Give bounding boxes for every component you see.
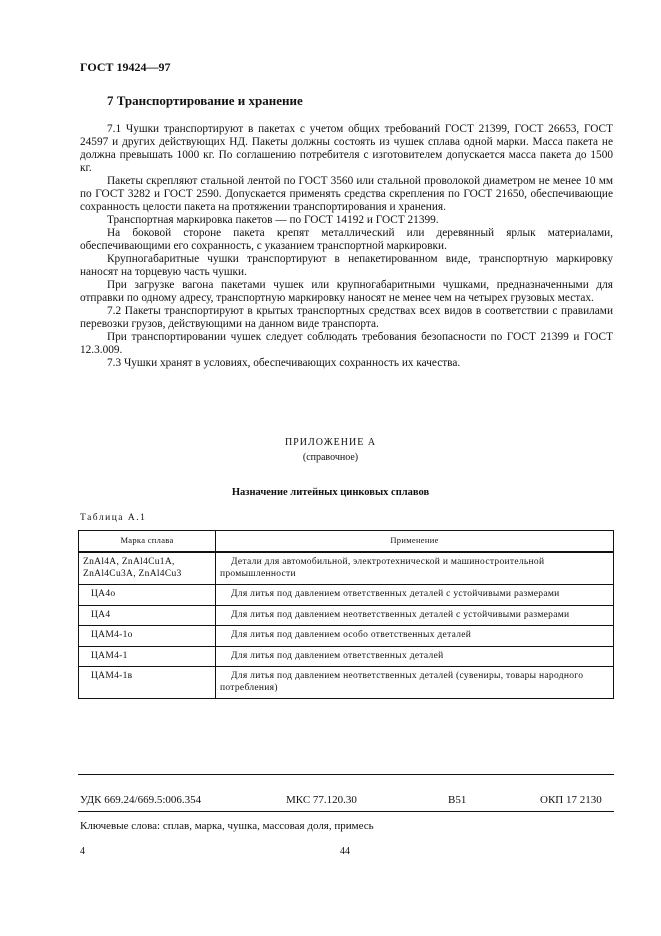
alloy-grade: ЦА4о xyxy=(79,585,216,606)
keywords: Ключевые слова: сплав, марка, чушка, массовая доля, примесь xyxy=(80,820,374,832)
paragraph: 7.1 Чушки транспортируют в пакетах с учетом общих требований ГОСТ 21399, ГОСТ 26653, ГОСТ 24597 и других действующих НД. Пакеты должны состоять из чушек сплава одной марки. Масса пакета не должна превышать 1000 кг. По соглашению потребителя с изготовителем допускается масса пакета до 1500 кг. xyxy=(80,123,613,174)
table-row xyxy=(79,626,614,647)
table-row xyxy=(79,585,614,606)
alloy-application: Для литья под давлением особо ответственных деталей xyxy=(216,626,614,647)
paragraph: При загрузке вагона пакетами чушек или крупногабаритными чушками, предназначенными для отправки по одному адресу, транспортную маркировку наносят не менее чем на четырех грузовых местах. xyxy=(80,279,613,304)
alloy-application: Для литья под давлением неответственных деталей (сувениры, товары народного потребления) xyxy=(216,667,614,699)
footer-divider xyxy=(78,811,614,812)
table-caption: Таблица А.1 xyxy=(80,513,147,523)
paragraph: При транспортировании чушек следует соблюдать требования безопасности по ГОСТ 21399 и ГОСТ 12.3.009. xyxy=(80,331,613,356)
table-row xyxy=(79,646,614,667)
column-header: Марка сплава xyxy=(79,531,216,553)
okp-code: ОКП 17 2130 xyxy=(540,794,602,806)
section-title: 7 Транспортирование и хранение xyxy=(107,93,303,108)
section-body xyxy=(80,123,613,370)
table-row xyxy=(79,552,614,585)
alloy-grade: ЦА4 xyxy=(79,605,216,626)
alloy-table xyxy=(78,530,614,699)
appendix-type: (справочное) xyxy=(302,452,359,463)
group-code: В51 xyxy=(448,794,467,806)
sheet-number: 44 xyxy=(340,846,350,857)
alloy-grade: ЦАМ4-1 xyxy=(79,646,216,667)
column-header: Применение xyxy=(216,531,614,553)
paragraph: На боковой стороне пакета крепят металлический или деревянный ярлык материалами, обеспечивающими его сохранность, с указанием транспортной маркировки. xyxy=(80,227,613,252)
page-number: 4 xyxy=(80,846,85,857)
alloy-grade: ZnAl4A, ZnAl4Cu1A, ZnAl4Cu3A, ZnAl4Cu3 xyxy=(79,552,216,585)
footer-divider xyxy=(78,774,614,775)
table-row xyxy=(79,667,614,699)
paragraph: 7.2 Пакеты транспортируют в крытых транспортных средствах всех видов в соответствии с правилами перевозки грузов, действующими на данном виде транспорта. xyxy=(80,305,613,330)
paragraph: Крупногабаритные чушки транспортируют в непакетированном виде, транспортную маркировку наносят на торцевую часть чушки. xyxy=(80,253,613,278)
table-row xyxy=(79,605,614,626)
appendix-label: ПРИЛОЖЕНИЕ А xyxy=(284,437,377,448)
alloy-grade: ЦАМ4-1в xyxy=(79,667,216,699)
udk-code: УДК 669.24/669.5:006.354 xyxy=(80,794,202,806)
alloy-grade: ЦАМ4-1о xyxy=(79,626,216,647)
mks-code: МКС 77.120.30 xyxy=(286,794,357,806)
paragraph: 7.3 Чушки хранят в условиях, обеспечивающих сохранность их качества. xyxy=(107,357,461,369)
alloy-application: Для литья под давлением ответственных деталей xyxy=(216,646,614,667)
paragraph: Транспортная маркировка пакетов — по ГОСТ 14192 и ГОСТ 21399. xyxy=(107,214,439,226)
paragraph: Пакеты скрепляют стальной лентой по ГОСТ 3560 или стальной проволокой диаметром не менее 10 мм по ГОСТ 3282 и ГОСТ 2590. Допускается применять средства скрепления по ГОСТ 21650, обеспечивающие сохранность целости пакета на протяжении транспортирования и хранения. xyxy=(80,175,613,213)
document-id: ГОСТ 19424—97 xyxy=(80,60,171,74)
alloy-application: Детали для автомобильной, электротехнической и машиностроительной промышленности xyxy=(216,552,614,585)
table-header-row xyxy=(79,531,614,553)
alloy-application: Для литья под давлением ответственных деталей с устойчивыми размерами xyxy=(216,585,614,606)
appendix-title: Назначение литейных цинковых сплавов xyxy=(231,487,430,498)
alloy-application: Для литья под давлением неответственных деталей с устойчивыми размерами xyxy=(216,605,614,626)
